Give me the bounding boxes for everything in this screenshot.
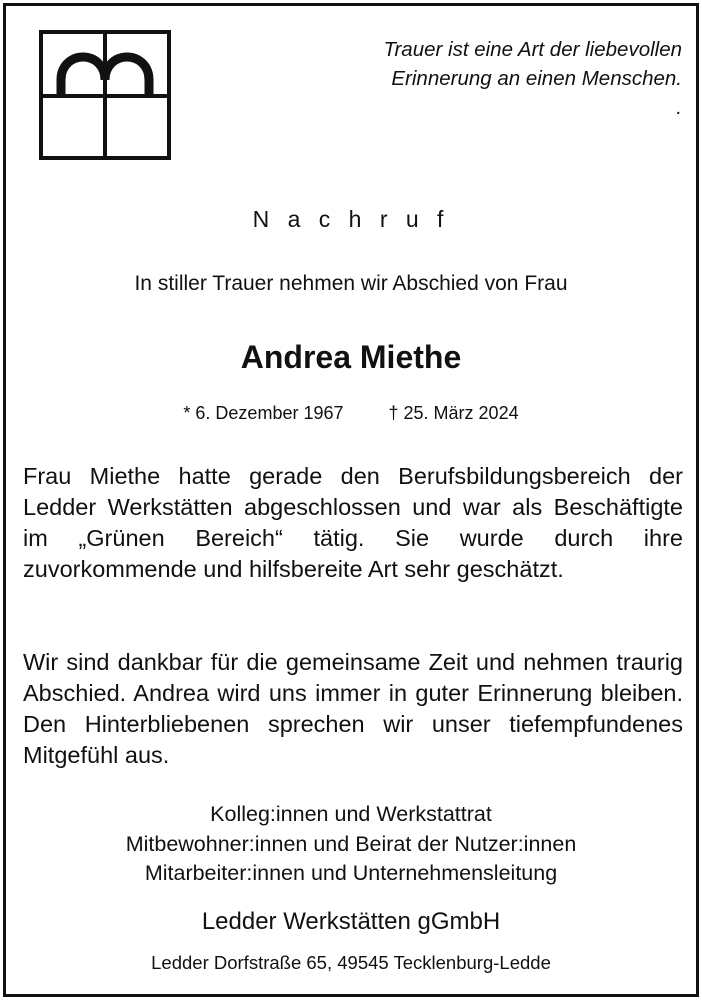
quote (262, 35, 682, 122)
signers (6, 800, 696, 889)
birth-date: * 6. Dezember 1967 (183, 403, 344, 423)
paragraph: Frau Miethe hatte gerade den Berufsbildungsbereich der Ledder Werkstätten abgeschlossen und war als Beschäftigte im „Grünen Bereich“ tätig. Sie wurde durch ihre zuvorkommende und hilfsbereite Art sehr geschätzt. (23, 463, 683, 582)
company-address: Ledder Dorfstraße 65, 49545 Tecklenburg-Ledde (151, 952, 551, 973)
deceased-name: Andrea Miethe (240, 339, 462, 375)
signer-line: Mitarbeiter:innen und Unternehmensleitung (144, 861, 558, 885)
death-date: † 25. März 2024 (388, 403, 519, 423)
ledder-werkstaetten-logo-icon (39, 30, 173, 162)
paragraph: Wir sind dankbar für die gemeinsame Zeit und nehmen traurig Abschied. Andrea wird uns immer in guter Erinnerung bleiben. Den Hinterbliebenen sprechen wir unser tiefempfundenes Mitgefühl aus. (23, 649, 683, 768)
signer-line: Kolleg:innen und Werkstattrat (210, 802, 492, 826)
obituary-frame (3, 3, 699, 997)
quote-line: Trauer ist eine Art der liebevollen (383, 38, 682, 61)
quote-line: Erinnerung an einen Menschen. (391, 67, 682, 90)
life-dates (6, 403, 696, 424)
signer-line: Mitbewohner:innen und Beirat der Nutzer:innen (125, 831, 577, 856)
quote-line: . (676, 96, 682, 119)
heading-nachruf: N a c h r u f (252, 206, 450, 232)
intro-text: In stiller Trauer nehmen wir Abschied von Frau (134, 272, 568, 295)
company-name: Ledder Werkstätten gGmbH (201, 908, 501, 935)
